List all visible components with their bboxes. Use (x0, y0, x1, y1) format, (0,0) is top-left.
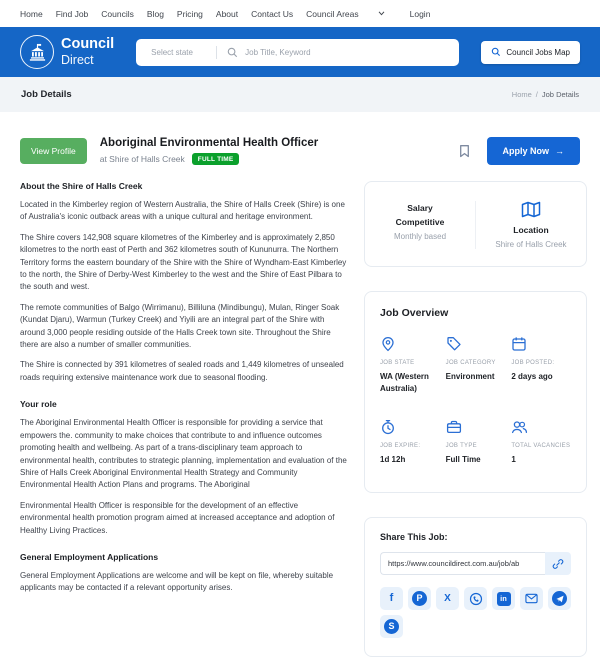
section-heading-about: About the Shire of Halls Creek (20, 181, 143, 191)
map-pin-icon (380, 336, 440, 352)
location-block (476, 201, 586, 249)
link-icon (552, 558, 564, 570)
map-button-label: Council Jobs Map (506, 47, 570, 57)
job-company[interactable]: at Shire of Halls Creek (99, 154, 185, 164)
view-profile-button[interactable]: View Profile (20, 138, 87, 164)
job-description (20, 181, 347, 595)
overview-label: TOTAL VACANCIES (511, 443, 571, 450)
site-header (0, 27, 600, 77)
keyword-search-input[interactable] (238, 48, 459, 57)
skype-icon[interactable]: S (380, 615, 403, 638)
logo-line-1: Council (61, 36, 115, 53)
people-icon (511, 419, 571, 435)
overview-value: 1 (511, 455, 516, 465)
nav-pricing[interactable]: Pricing (176, 8, 203, 19)
location-value: Shire of Halls Creek (495, 240, 567, 250)
paragraph: Environmental Health Officer is responsible for the development of an effective environmental health promotion program aimed at increased acceptance and adoption of Healthy Living Practices. (20, 500, 335, 535)
nav-councils[interactable]: Councils (101, 8, 134, 19)
job-overview-card (364, 291, 587, 493)
chevron-down-icon[interactable] (378, 11, 385, 16)
breadcrumb-bar (0, 77, 600, 112)
nav-login[interactable]: Login (409, 8, 431, 19)
facebook-icon[interactable]: f (380, 587, 403, 610)
council-direct-logo[interactable] (20, 35, 114, 69)
nav-find-job[interactable]: Find Job (55, 8, 89, 19)
council-building-icon (20, 35, 54, 69)
overview-job-state (380, 336, 440, 395)
overview-label: JOB EXPIRE: (380, 443, 421, 450)
overview-job-posted (511, 336, 571, 395)
share-card (364, 517, 587, 657)
overview-value: Environment (445, 372, 495, 382)
map-icon (521, 201, 541, 218)
job-title-block (100, 137, 319, 165)
search-bar (136, 39, 459, 66)
tag-icon (446, 336, 506, 352)
nav-about[interactable]: About (215, 8, 239, 19)
overview-label: JOB TYPE (445, 443, 477, 450)
overview-value: Full Time (445, 455, 481, 465)
job-header (0, 137, 600, 165)
linkedin-icon[interactable]: in (492, 587, 515, 610)
main-content (0, 181, 600, 657)
section-heading-role: Your role (20, 399, 57, 410)
paragraph: The Shire is connected by 391 kilometres of sealed roads and 1,449 kilometres of unsealed roads requiring extensive maintenance work due to seasonal flooding. (20, 360, 344, 382)
overview-value: 1d 12h (380, 455, 406, 465)
section-heading-applications: General Employment Applications (20, 551, 159, 562)
apply-now-button[interactable] (487, 137, 581, 165)
paragraph: General Employment Applications are welcome and will be kept on file, whereby suitable applicants may be contacted if a relevant opportunity arises. (20, 570, 334, 593)
overview-label: JOB STATE (380, 360, 415, 367)
salary-label: Salary (407, 203, 433, 213)
state-select-input[interactable] (136, 48, 216, 57)
nav-contact-us[interactable]: Contact Us (251, 8, 294, 19)
breadcrumb-home[interactable]: Home (511, 90, 532, 99)
overview-job-type (446, 419, 506, 466)
telegram-icon[interactable] (548, 587, 571, 610)
breadcrumb (512, 90, 579, 99)
copy-link-button[interactable] (545, 552, 571, 575)
job-overview-title: Job Overview (380, 307, 449, 320)
map-search-icon (491, 47, 501, 57)
search-divider (216, 46, 217, 59)
social-share-row (380, 587, 571, 638)
arrow-right-icon: → (555, 146, 564, 156)
paragraph: The Shire covers 142,908 square kilometres of the Kimberley and is approximately 2,850 kilometres to the north east of Perth and 362 kilometres south of Kununurra. The Northern Territory forms the eastern boundary of the Shire with the Shire of Wyndham-East Kimberley to the north, the Shire of Derby-West Kimberley to the west and the Shire of East Pilbara to the south and west. (20, 232, 347, 292)
salary-block (365, 201, 475, 249)
top-navigation (0, 0, 600, 27)
page-title: Job Details (21, 89, 72, 100)
briefcase-icon (446, 419, 506, 435)
breadcrumb-separator: / (535, 90, 538, 99)
full-time-badge: FULL TIME (192, 153, 240, 165)
search-icon (227, 47, 238, 58)
nav-home[interactable]: Home (20, 8, 43, 19)
overview-total-vacancies (511, 419, 571, 466)
paragraph: The remote communities of Balgo (Wirrimanu), Billiluna (Mindibungu), Mulan, Ringer Soak (Kundat Djaru), Warmun (Turkey Creek) and Yiyili are an integral part of the Shire with around 3,000 people residing outside of the Halls Creek town site. Throughout the Shire there are also a number of smaller communities. (20, 302, 340, 350)
council-jobs-map-button[interactable] (481, 41, 580, 64)
logo-text (61, 37, 114, 67)
salary-note: Monthly based (393, 232, 447, 242)
salary-location-card (364, 181, 587, 267)
nav-blog[interactable]: Blog (146, 8, 164, 19)
x-twitter-icon[interactable]: X (436, 587, 459, 610)
calendar-icon (511, 336, 571, 352)
overview-job-category (446, 336, 506, 395)
job-title: Aboriginal Environmental Health Officer (99, 137, 319, 149)
email-icon[interactable] (520, 587, 543, 610)
breadcrumb-current: Job Details (541, 90, 579, 99)
overview-label: JOB POSTED: (511, 360, 555, 367)
overview-label: JOB CATEGORY (445, 360, 496, 367)
salary-value: Competitive (395, 217, 445, 228)
paragraph: The Aboriginal Environmental Health Officer is responsible for providing a service that empowers the. community to make choices that contribute to and influence outcomes promoting health and wellbeing. As part of a trans-disciplinary team approach to environmental health, contributes to strategic planning, implementation and evaluation of the Shire of Halls Creek Aboriginal Environmental Health Strategy and Community Environmental Health Action Plans and programs. The Aboriginal (20, 418, 347, 490)
apply-label: Apply Now (502, 146, 549, 156)
nav-council-areas[interactable]: Council Areas (306, 8, 359, 19)
pinterest-icon[interactable]: P (408, 587, 431, 610)
location-label: Location (513, 225, 549, 235)
paragraph: Located in the Kimberley region of Western Australia, the Shire of Halls Creek (Shire) is one of Australia's iconic outback areas with a unique cultural and heritage environment. (20, 200, 345, 222)
overview-job-expire (380, 419, 440, 466)
logo-line-2: Direct (61, 52, 94, 67)
job-sidebar (364, 181, 587, 657)
share-url-input[interactable] (380, 552, 545, 575)
stopwatch-icon (380, 419, 440, 435)
overview-value: 2 days ago (511, 372, 553, 382)
share-title: Share This Job: (380, 532, 448, 543)
overview-value: WA (Western Australia) (380, 372, 429, 394)
bookmark-icon[interactable] (456, 141, 473, 161)
whatsapp-icon[interactable] (464, 587, 487, 610)
